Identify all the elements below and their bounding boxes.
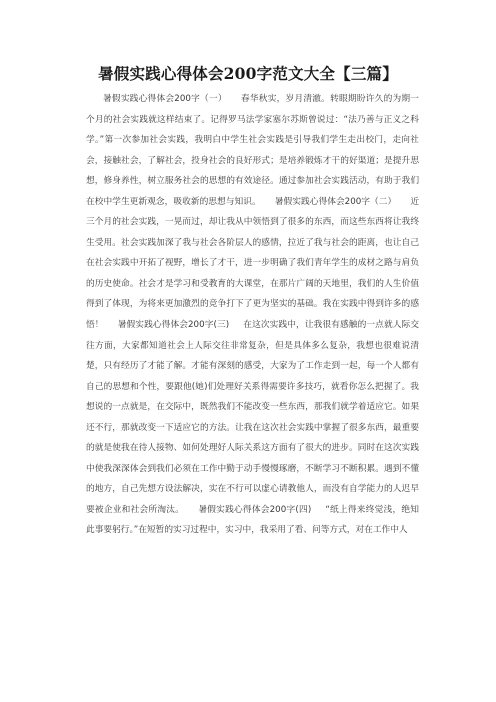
section-text-1: 春华秋实，岁月清澈。转眼期盼许久的为期一个月的社会实践就这样结束了。记得罗马法学家塞尔苏斯曾说过：“法乃善与正义之科学。”第一次参加社会实践，我明白中学生社会实践是引导我们学生走出校门，走向社会，接触社会，了解社会，投身社会的良好形式；是培养锻炼才干的好渠道；是提升思想，修身养性，树立服务社会的思想的有效途径。通过参加社会实践活动，有助于我们在校中学生更新观念，吸收新的思想与知识。 bbox=[86, 94, 419, 207]
section-text-3: 在这次实践中，让我很有感触的一点就人际交往方面，大家都知道社会上人际交往非常复杂，但是具体多么复杂，我想也很难说清楚，只有经历了才能了解。才能有深刻的感受，大家为了工作走到一起，每一个人都有自己的思想和个性，要跟他(她)们处理好关系得需要许多技巧，就看你怎么把握了。我想说的一点就是，在交际中，既然我们不能改变一些东西，那我们就学着适应它。如果还不行，那就改变一下适应它的方法。让我在这次社会实践中掌握了很多东西，最重要的就是使我在待人接物、如何处理好人际关系这方面有了很大的进步。同时在这次实践中使我深深体会到我们必须在工作中勤于动手慢慢琢磨，不断学习不断积累。遇到不懂的地方，自己先想方设法解决，实在不行可以虚心请教他人，而没有自学能力的人迟早要被企业和社会所淘汰。 bbox=[86, 320, 420, 515]
document-body bbox=[86, 89, 419, 541]
section-heading-4: 暑假实践心得体会200字(四) bbox=[198, 504, 312, 515]
section-text-2: 近三个月的社会实践，一晃而过，却让我从中领悟到了很多的东西，而这些东西将让我终生受用。社会实践加深了我与社会各阶层人的感情，拉近了我与社会的距离，也让自己在社会实践中开拓了视野，增长了才干，进一步明确了我们青年学生的成材之路与肩负的历史使命。社会才是学习和受教育的大课堂，在那片广阔的天地里，我们的人生价值得到了体现，为将来更加激烈的竞争打下了更为坚实的基础。我在实践中得到许多的感悟！ bbox=[86, 196, 420, 331]
section-text-4: “纸上得来终觉浅，绝知此事要躬行。”在短暂的实习过程中，实习中，我采用了看、问等方式，对在工作中人 bbox=[86, 504, 419, 536]
section-heading-1: 暑假实践心得体会200字（一） bbox=[103, 94, 227, 104]
document-title: 暑假实践心得体会200字范文大全【三篇】 bbox=[98, 64, 398, 83]
section-heading-2: 暑假实践心得体会200字（二） bbox=[274, 196, 397, 207]
section-heading-3: 暑假实践心得体会200字(三) bbox=[117, 320, 230, 331]
